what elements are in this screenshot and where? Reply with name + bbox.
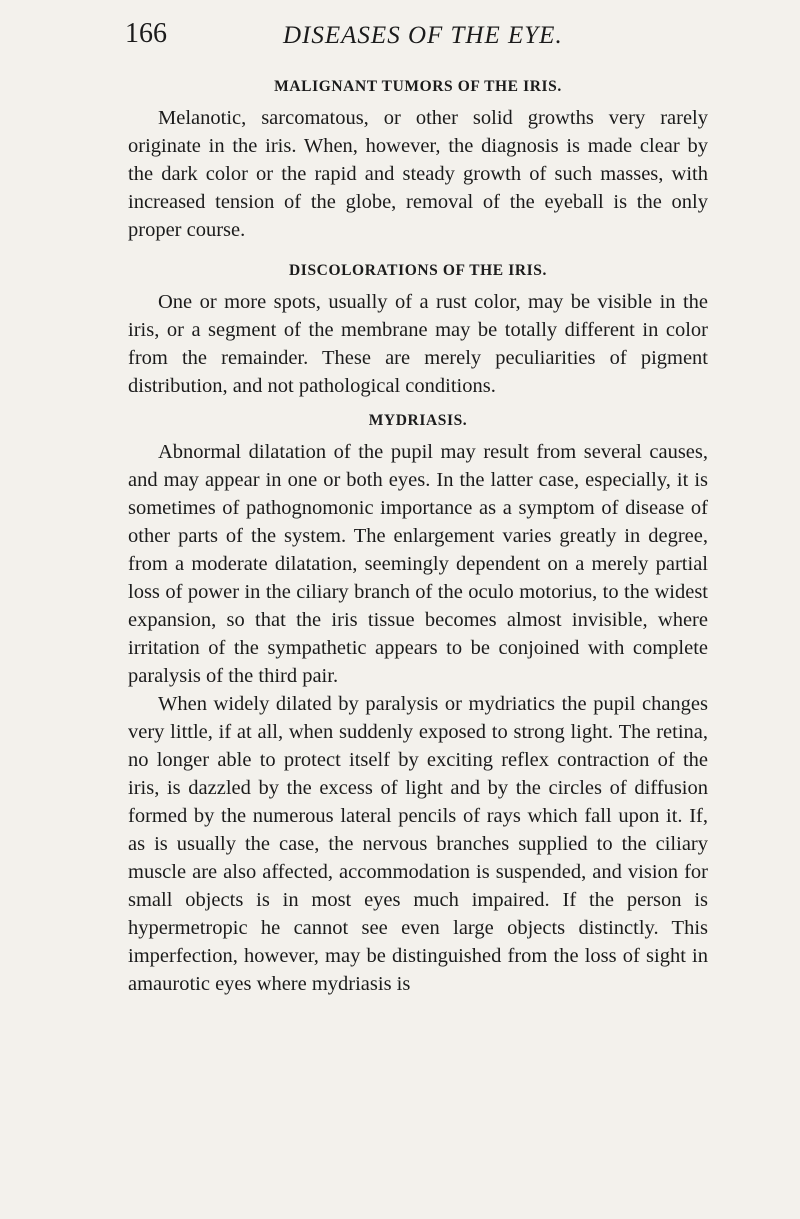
- paragraph-mydriasis-1: Abnormal dilatation of the pupil may result from several causes, and may appear in one or both eyes. In the latter case, especially, it is sometimes of pathognomonic importance as a symptom of disease of other parts of the system. The enlargement varies greatly in degree, from a moderate dilatation, seemingly dependent on a merely partial loss of power in the ciliary branch of the oculo motorius, to the widest expansion, so that the iris tissue becomes almost invisible, where irritation of the sympathetic appears to be conjoined with complete paralysis of the third pair.: [128, 441, 708, 687]
- page-body: [128, 74, 708, 998]
- section-heading-malignant-tumors: MALIGNANT TUMORS OF THE IRIS.: [274, 78, 562, 95]
- page-number: 166: [125, 18, 167, 49]
- paragraph-discolorations: One or more spots, usually of a rust color, may be visible in the iris, or a segment of the membrane may be totally different in color from the remainder. These are merely peculiarities of pigment distribution, and not pathological conditions.: [128, 291, 708, 397]
- section-heading-mydriasis: MYDRIASIS.: [368, 412, 468, 429]
- section-heading-discolorations: DISCOLORATIONS OF THE IRIS.: [289, 262, 547, 279]
- paragraph-malignant-tumors: Melanotic, sarcomatous, or other solid growths very rarely originate in the iris. When, however, the diagnosis is made clear by the dark color or the rapid and steady growth of such masses, with increased tension of the globe, removal of the eyeball is the only proper course.: [128, 107, 708, 241]
- paragraph-mydriasis-2: When widely dilated by paralysis or mydriatics the pupil changes very little, if at all, when suddenly exposed to strong light. The retina, no longer able to protect itself by exciting reflex contraction of the iris, is dazzled by the excess of light and by the circles of diffusion formed by the numerous lateral pencils of rays which fall upon it. If, as is usually the case, the nervous branches supplied to the ciliary muscle are also affected, accommodation is suspended, and vision for small objects is in most eyes much impaired. If the person is hypermetropic he cannot see even large objects distinctly. This imperfection, however, may be distinguished from the loss of sight in amaurotic eyes where mydriasis is: [128, 693, 708, 995]
- page-header: [125, 14, 765, 54]
- running-title: DISEASES OF THE EYE.: [283, 22, 563, 49]
